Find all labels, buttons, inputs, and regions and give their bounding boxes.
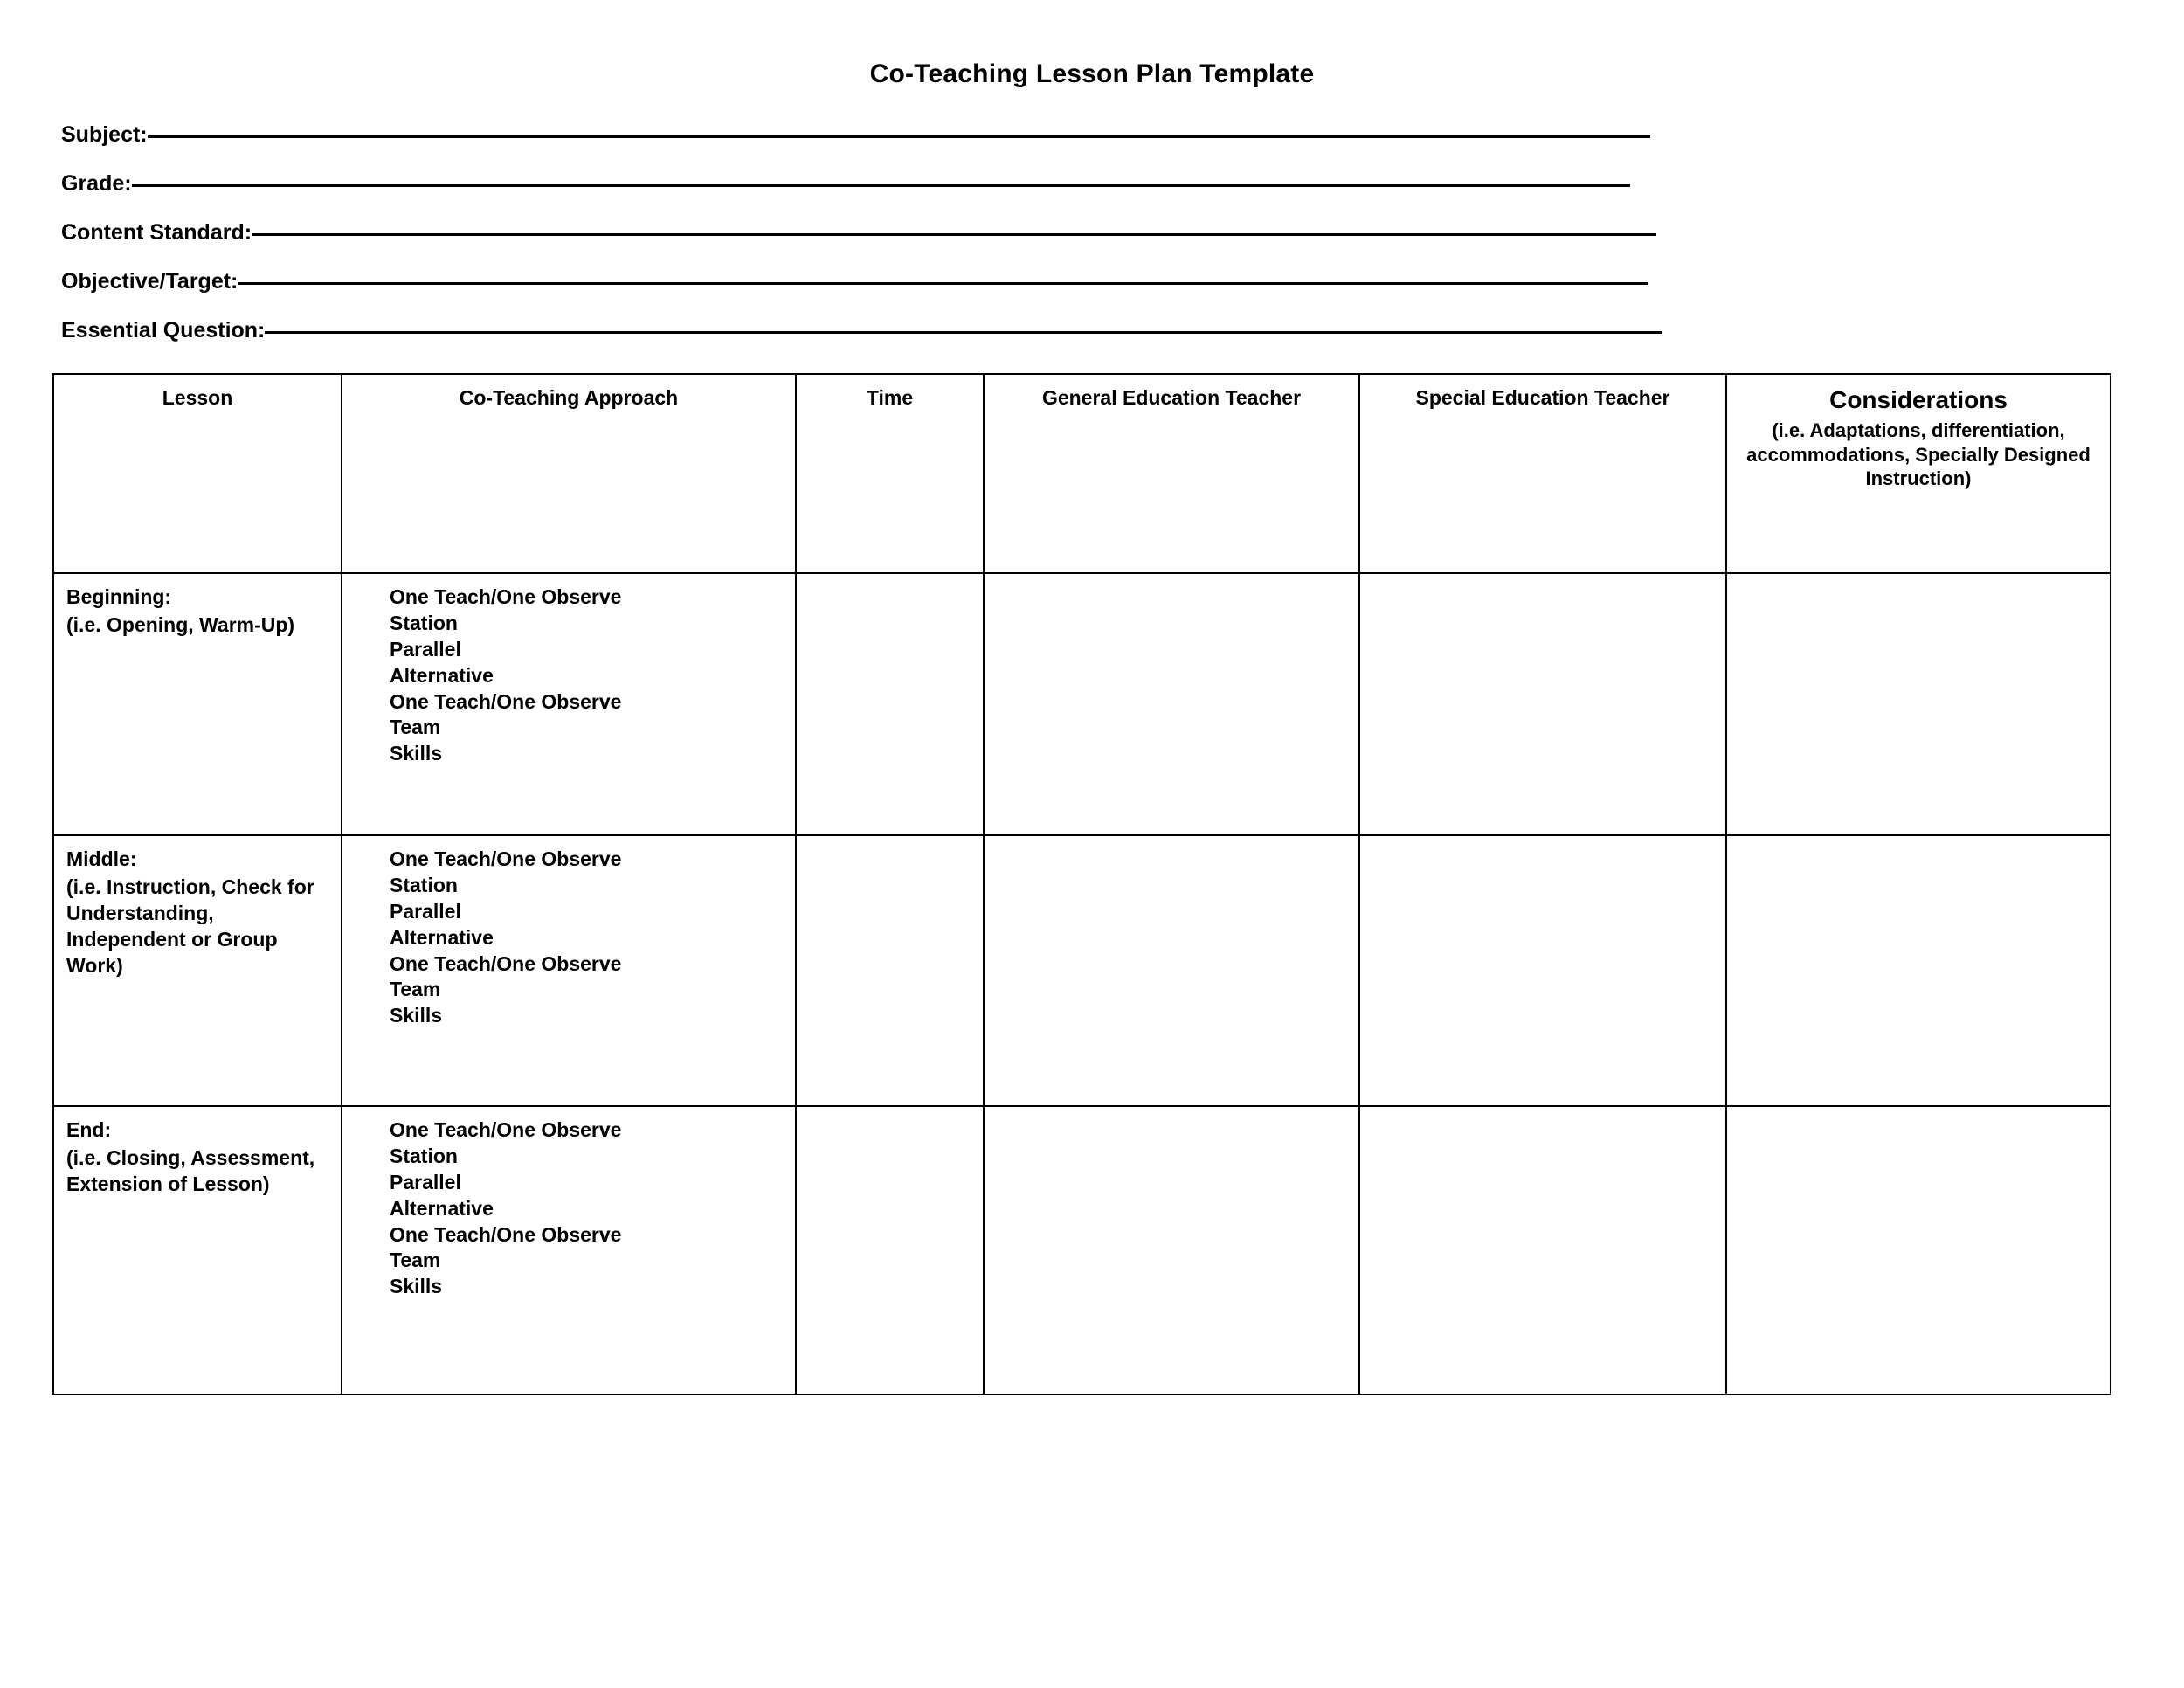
approach-option[interactable]: Parallel [390,1170,461,1193]
field-grade-label: Grade: [61,171,132,196]
approach-option[interactable]: Alternative [390,663,494,687]
column-header-approach-label: Co-Teaching Approach [459,386,679,409]
approach-option[interactable]: One Teach/One Observe [390,1118,622,1141]
lesson-subtitle-end: (i.e. Closing, Assessment, Extension of Lesson) [66,1146,315,1195]
general-education-teacher-cell-middle[interactable] [984,835,1359,1106]
special-education-teacher-cell-end[interactable] [1359,1106,1726,1394]
column-header-special-education-teacher-label: Special Education Teacher [1415,386,1670,409]
approach-cell-end [342,1106,796,1394]
approach-option[interactable]: Parallel [390,899,461,923]
page-title: Co-Teaching Lesson Plan Template [869,59,1315,88]
considerations-cell-middle[interactable] [1726,835,2111,1106]
time-cell-end[interactable] [796,1106,984,1394]
approach-option[interactable]: Skills [390,1004,443,1027]
approach-option[interactable]: One Teach/One Observe [390,689,622,713]
table-row [53,1106,2111,1394]
column-header-lesson-label: Lesson [162,386,233,409]
considerations-cell-beginning[interactable] [1726,573,2111,835]
lesson-subtitle-beginning: (i.e. Opening, Warm-Up) [66,613,295,637]
field-content-standard-label: Content Standard: [61,220,252,245]
header-fields [52,122,2132,343]
approach-option-list-end [355,1117,783,1300]
field-content-standard[interactable] [52,220,2132,246]
approach-option[interactable]: Team [390,1249,441,1272]
table-header-row [53,374,2111,573]
approach-option[interactable]: Skills [390,742,443,765]
field-essential-question-input[interactable] [265,330,1662,334]
approach-option[interactable]: Team [390,978,441,1001]
column-header-general-education-teacher-label: General Education Teacher [1041,386,1302,409]
column-header-time [796,374,984,573]
column-header-time-label: Time [866,386,914,409]
column-header-approach [342,374,796,573]
time-cell-middle[interactable] [796,835,984,1106]
approach-option[interactable]: Parallel [390,637,461,661]
approach-option[interactable]: Team [390,716,441,739]
approach-option[interactable]: One Teach/One Observe [390,847,622,870]
approach-option[interactable]: One Teach/One Observe [390,951,622,975]
lesson-title-end: End: [66,1118,112,1141]
lesson-title-beginning: Beginning: [66,585,172,608]
general-education-teacher-cell-end[interactable] [984,1106,1359,1394]
field-subject-input[interactable] [148,135,1650,138]
column-header-considerations-title: Considerations [1829,386,2008,413]
approach-option[interactable]: One Teach/One Observe [390,1222,622,1246]
time-cell-beginning[interactable] [796,573,984,835]
considerations-cell-end[interactable] [1726,1106,2111,1394]
approach-option[interactable]: Skills [390,1275,443,1298]
field-grade-input[interactable] [132,183,1630,187]
table-row [53,573,2111,835]
column-header-lesson [53,374,342,573]
column-header-considerations [1726,374,2111,573]
lesson-cell-end [53,1106,342,1394]
approach-option[interactable]: Station [390,611,458,634]
approach-option[interactable]: Station [390,873,458,896]
field-grade[interactable] [52,171,2132,197]
general-education-teacher-cell-beginning[interactable] [984,573,1359,835]
approach-option[interactable]: Alternative [390,1196,494,1220]
approach-option-list-beginning [355,585,783,767]
field-essential-question-label: Essential Question: [61,318,266,342]
field-objective-target-label: Objective/Target: [61,269,238,294]
lesson-cell-middle [53,835,342,1106]
lesson-plan-table [52,373,2111,1395]
approach-cell-middle [342,835,796,1106]
approach-option[interactable]: One Teach/One Observe [390,585,622,608]
special-education-teacher-cell-middle[interactable] [1359,835,1726,1106]
field-essential-question[interactable] [52,318,2132,343]
field-objective-target[interactable] [52,269,2132,294]
approach-option-list-middle [355,847,783,1029]
lesson-title-middle: Middle: [66,847,137,870]
column-header-general-education-teacher [984,374,1359,573]
lesson-cell-beginning [53,573,342,835]
approach-cell-beginning [342,573,796,835]
column-header-considerations-subtitle: (i.e. Adaptations, differentiation, accommodations, Specially Designed Instruction) [1746,419,2091,490]
field-objective-target-input[interactable] [238,281,1648,285]
field-subject[interactable] [52,122,2132,148]
approach-option[interactable]: Station [390,1144,458,1167]
approach-option[interactable]: Alternative [390,925,494,949]
column-header-special-education-teacher [1359,374,1726,573]
field-content-standard-input[interactable] [252,232,1656,236]
special-education-teacher-cell-beginning[interactable] [1359,573,1726,835]
lesson-subtitle-middle: (i.e. Instruction, Check for Understanding, Independent or Group Work) [66,875,314,977]
table-row [53,835,2111,1106]
field-subject-label: Subject: [61,122,148,147]
